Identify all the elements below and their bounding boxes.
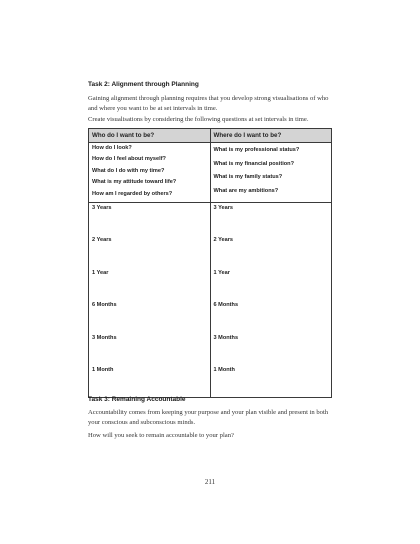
who-question: What do I do with my time? [92,167,165,174]
interval-label: 1 Year [92,269,109,276]
task3-heading: Task 3: Remaining Accountable [88,396,186,403]
interval-label: 3 Months [92,334,117,341]
task3-paragraph-1: Accountability comes from keeping your purpose and your plan visible and present in both your conscious and subconscious minds. [88,409,329,426]
task2-paragraph-1: Gaining alignment through planning requires that you develop strong visualisations of who and where you want to be at set intervals in time. [88,95,329,112]
interval-label: 2 Years [213,237,233,244]
who-question: How am I regarded by others? [92,190,173,197]
interval-label: 3 Months [213,334,239,341]
who-question: What is my attitude toward life? [92,179,177,186]
interval-label: 2 Years [92,237,112,244]
where-questions-cell [210,143,332,203]
where-question: What is my financial position? [213,160,294,167]
where-question: What is my professional status? [213,147,300,153]
where-question: What are my ambitions? [213,187,279,194]
who-column-header: Who do I want to be? [89,129,211,143]
who-question: How do I feel about myself? [92,156,166,163]
who-intervals-cell[interactable] [89,203,211,398]
who-questions-cell [89,143,211,203]
task2-paragraph-2: Create visualisations by considering the following questions at set intervals in time. [88,116,309,123]
interval-label: 1 Month [213,366,235,373]
interval-label: 1 Year [213,269,230,276]
where-intervals-cell[interactable] [210,203,332,398]
page-number: 211 [204,478,216,486]
visualisation-table [88,128,332,398]
task3-paragraph-2: How will you seek to remain accountable to your plan? [88,432,234,439]
interval-label: 1 Month [92,366,114,373]
interval-label: 3 Years [92,205,112,211]
where-question: What is my family status? [213,174,283,180]
interval-label: 3 Years [213,205,233,211]
interval-label: 6 Months [92,302,117,309]
interval-label: 6 Months [213,302,239,309]
where-column-header: Where do I want to be? [210,129,332,143]
task2-heading: Task 2: Alignment through Planning [88,81,199,88]
who-question: How do I look? [92,145,132,151]
